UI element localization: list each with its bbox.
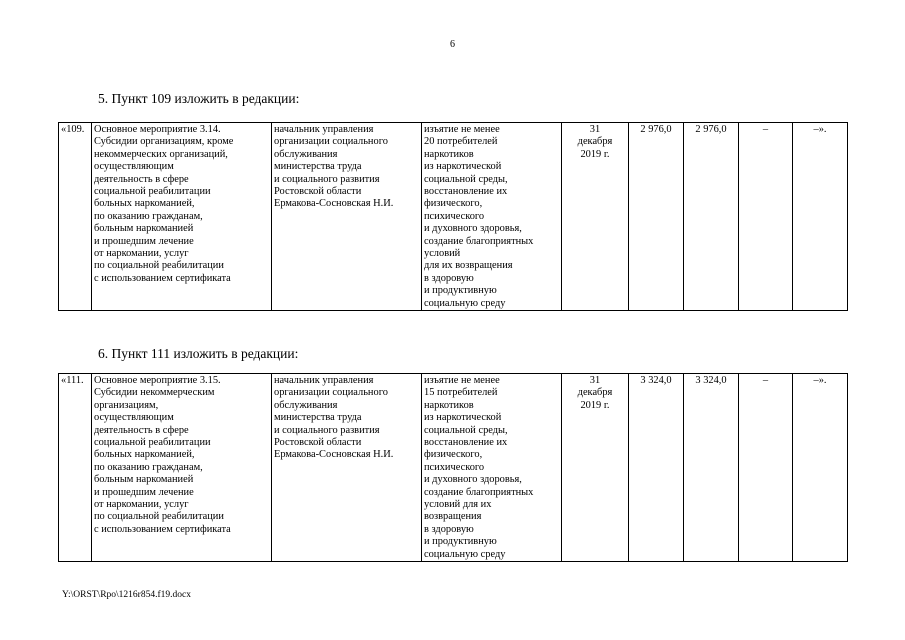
activity-line: осуществляющим: [94, 161, 174, 173]
executor-line: обслуживания: [274, 148, 338, 160]
executor-line: Ростовской области: [274, 437, 362, 449]
activity-line: по оказанию гражданам,: [94, 210, 203, 222]
activity-line: и прошедшим лечение: [94, 235, 194, 247]
result-line: в здоровую: [424, 523, 474, 535]
result-line: социальной среды,: [424, 424, 508, 436]
file-path-footer: Y:\ORST\Rpo\1216r854.f19.docx: [62, 590, 191, 600]
result-line: возвращения: [424, 511, 482, 523]
executor-line: Ростовской области: [274, 186, 362, 198]
deadline-cell: [562, 374, 629, 562]
executor-line: организации социального: [274, 136, 388, 148]
activity-line: Субсидии некоммерческим: [94, 387, 215, 399]
activity-line: с использованием сертификата: [94, 272, 231, 284]
table-row: [59, 123, 848, 311]
result-line: наркотиков: [424, 399, 474, 411]
result-line: 20 потребителей: [424, 136, 498, 148]
result-line: социальную среду: [424, 297, 506, 309]
amount-budget-cell: [684, 123, 739, 311]
result-line: восстановление их: [424, 437, 508, 449]
activity-line: организациям,: [94, 399, 159, 411]
executor-cell: [272, 374, 422, 562]
item-number: «111.: [61, 375, 84, 386]
executor-line: министерства труда: [274, 412, 362, 424]
amount-other-cell: [739, 123, 793, 311]
result-line: и продуктивную: [424, 536, 497, 548]
executor-line: обслуживания: [274, 399, 338, 411]
activity-line: по оказанию гражданам,: [94, 461, 203, 473]
deadline-line: 2019 г.: [580, 399, 610, 411]
amount-total: 2 976,0: [640, 124, 672, 135]
result-line: социальную среду: [424, 548, 506, 560]
activity-line: Основное мероприятие 3.15.: [94, 375, 221, 386]
closing-cell: [793, 123, 848, 311]
amendment-table-item-109: [58, 122, 848, 311]
result-line: психического: [424, 461, 485, 473]
activity-line: больным наркоманией: [94, 223, 194, 235]
amount-total-cell: [629, 123, 684, 311]
deadline-line: 2019 г.: [580, 148, 610, 160]
deadline-cell: [562, 123, 629, 311]
activity-line: от наркомании, услуг: [94, 499, 189, 511]
amount-budget-cell: [684, 374, 739, 562]
result-line: в здоровую: [424, 272, 474, 284]
result-line: и духовного здоровья,: [424, 474, 522, 486]
activity-line: от наркомании, услуг: [94, 248, 189, 260]
closing-cell: [793, 374, 848, 562]
amount-budget: 2 976,0: [695, 124, 727, 135]
activity-line: больных наркоманией,: [94, 449, 195, 461]
amendment-table-item-111: [58, 373, 848, 562]
amount-total: 3 324,0: [640, 375, 672, 386]
executor-line: организации социального: [274, 387, 388, 399]
activity-line: некоммерческих организаций,: [94, 148, 228, 160]
closing-mark: –».: [813, 124, 827, 135]
executor-line: Ермакова-Сосновская Н.И.: [274, 449, 394, 461]
section-heading-item-109: 5. Пункт 109 изложить в редакции:: [98, 91, 300, 106]
section-heading-item-111: 6. Пункт 111 изложить в редакции:: [98, 346, 299, 361]
activity-line: Субсидии организациям, кроме: [94, 136, 234, 148]
executor-line: министерства труда: [274, 161, 362, 173]
result-line: условий для их: [424, 499, 492, 511]
result-line: 15 потребителей: [424, 387, 498, 399]
activity-line: больным наркоманией: [94, 474, 194, 486]
amount-total-cell: [629, 374, 684, 562]
deadline-line: 31: [589, 124, 601, 135]
executor-line: Ермакова-Сосновская Н.И.: [274, 198, 394, 210]
activity-line: деятельность в сфере: [94, 424, 189, 436]
result-line: условий: [424, 248, 461, 260]
result-line: изъятие не менее: [424, 375, 500, 386]
activity-line: и прошедшим лечение: [94, 486, 194, 498]
activity-line: деятельность в сфере: [94, 173, 189, 185]
activity-line: по социальной реабилитации: [94, 511, 224, 523]
deadline-line: 31: [589, 375, 601, 386]
table-row: [59, 374, 848, 562]
executor-line: начальник управления: [274, 375, 374, 386]
item-number-cell: [59, 374, 92, 562]
item-number: «109.: [61, 124, 85, 135]
executor-line: и социального развития: [274, 173, 380, 185]
activity-line: с использованием сертификата: [94, 523, 231, 535]
deadline-line: декабря: [577, 136, 613, 148]
deadline-line: декабря: [577, 387, 613, 399]
executor-cell: [272, 123, 422, 311]
activity-line: по социальной реабилитации: [94, 260, 224, 272]
amount-budget: 3 324,0: [695, 375, 727, 386]
result-line: физического,: [424, 198, 483, 210]
result-line: психического: [424, 210, 485, 222]
result-line: из наркотической: [424, 412, 502, 424]
activity-cell: [92, 123, 272, 311]
result-line: социальной среды,: [424, 173, 508, 185]
amount-other: –: [762, 375, 769, 386]
result-line: создание благоприятных: [424, 235, 534, 247]
result-line: для их возвращения: [424, 260, 513, 272]
activity-line: социальной реабилитации: [94, 437, 211, 449]
result-line: создание благоприятных: [424, 486, 534, 498]
activity-line: Основное мероприятие 3.14.: [94, 124, 221, 135]
activity-line: больных наркоманией,: [94, 198, 195, 210]
result-line: изъятие не менее: [424, 124, 500, 135]
result-line: наркотиков: [424, 148, 474, 160]
result-line: и продуктивную: [424, 285, 497, 297]
activity-line: осуществляющим: [94, 412, 174, 424]
result-cell: [422, 374, 562, 562]
result-line: и духовного здоровья,: [424, 223, 522, 235]
result-line: восстановление их: [424, 186, 508, 198]
amount-other: –: [762, 124, 769, 135]
amount-other-cell: [739, 374, 793, 562]
item-number-cell: [59, 123, 92, 311]
executor-line: и социального развития: [274, 424, 380, 436]
activity-line: социальной реабилитации: [94, 186, 211, 198]
activity-cell: [92, 374, 272, 562]
executor-line: начальник управления: [274, 124, 374, 135]
result-line: физического,: [424, 449, 483, 461]
result-line: из наркотической: [424, 161, 502, 173]
result-cell: [422, 123, 562, 311]
page-number: 6: [450, 39, 455, 50]
closing-mark: –».: [813, 375, 827, 386]
